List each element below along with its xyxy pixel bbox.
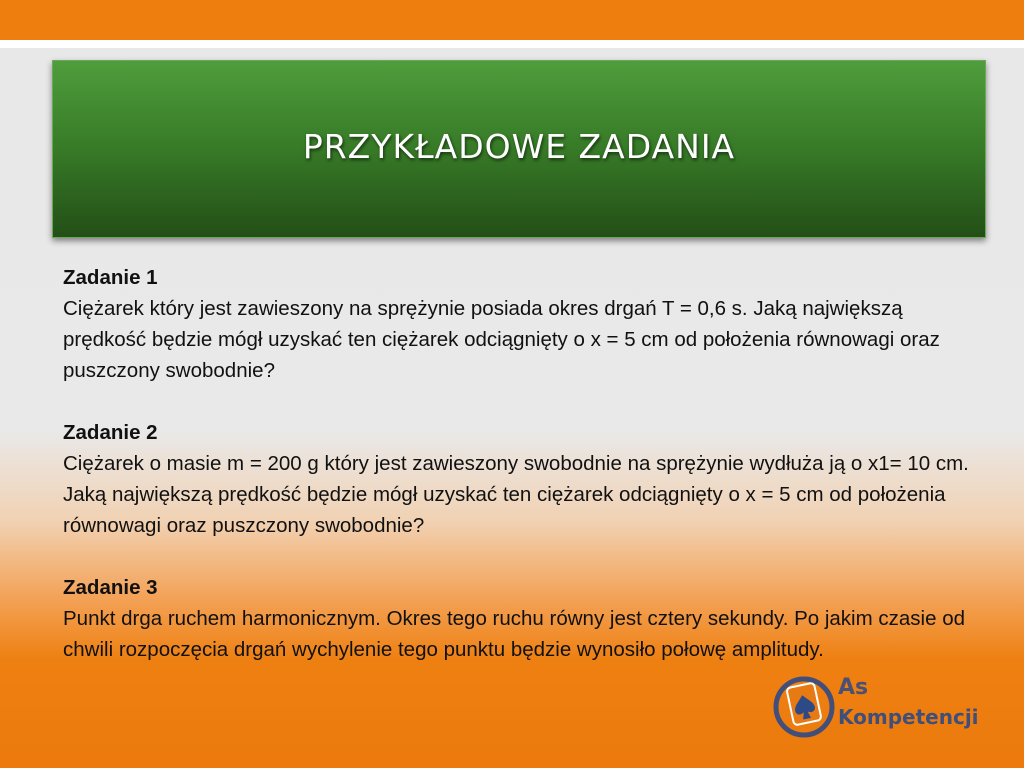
slide-content bbox=[63, 262, 983, 696]
top-white-stripe bbox=[0, 40, 1024, 48]
task-2-body: Ciężarek o masie m = 200 g który jest zawieszony swobodnie na sprężynie wydłuża ją o x1= 10 cm. Jaką największą prędkość będzie mógł uzyskać ten ciężarek odciągnięty o x = 5 cm od położenia równowagi oraz puszczony swobodnie? bbox=[63, 452, 969, 537]
task-1 bbox=[63, 262, 983, 386]
spade-card-logo-icon bbox=[770, 669, 840, 739]
top-orange-bar bbox=[0, 0, 1024, 40]
logo-text-line2: Kompetencji bbox=[838, 705, 979, 729]
as-kompetencji-logo bbox=[770, 665, 1010, 745]
task-3 bbox=[63, 572, 983, 665]
task-3-body: Punkt drga ruchem harmonicznym. Okres tego ruchu równy jest cztery sekundy. Po jakim czasie od chwili rozpoczęcia drgań wychylenie tego punktu będzie wynosiło połowę amplitudy. bbox=[63, 607, 965, 661]
task-1-body: Ciężarek który jest zawieszony na sprężynie posiada okres drgań T = 0,6 s. Jaką największą prędkość będzie mógł uzyskać ten ciężarek odciągnięty o x = 5 cm od położenia równowagi oraz puszczony swobodnie? bbox=[63, 297, 940, 382]
title-banner bbox=[52, 60, 986, 238]
task-1-heading: Zadanie 1 bbox=[63, 266, 158, 289]
task-2-heading: Zadanie 2 bbox=[63, 421, 158, 444]
slide-title: PRZYKŁADOWE ZADANIA bbox=[302, 126, 736, 166]
task-2 bbox=[63, 417, 983, 541]
logo-text-line1: As bbox=[838, 675, 869, 700]
task-3-heading: Zadanie 3 bbox=[63, 576, 158, 599]
